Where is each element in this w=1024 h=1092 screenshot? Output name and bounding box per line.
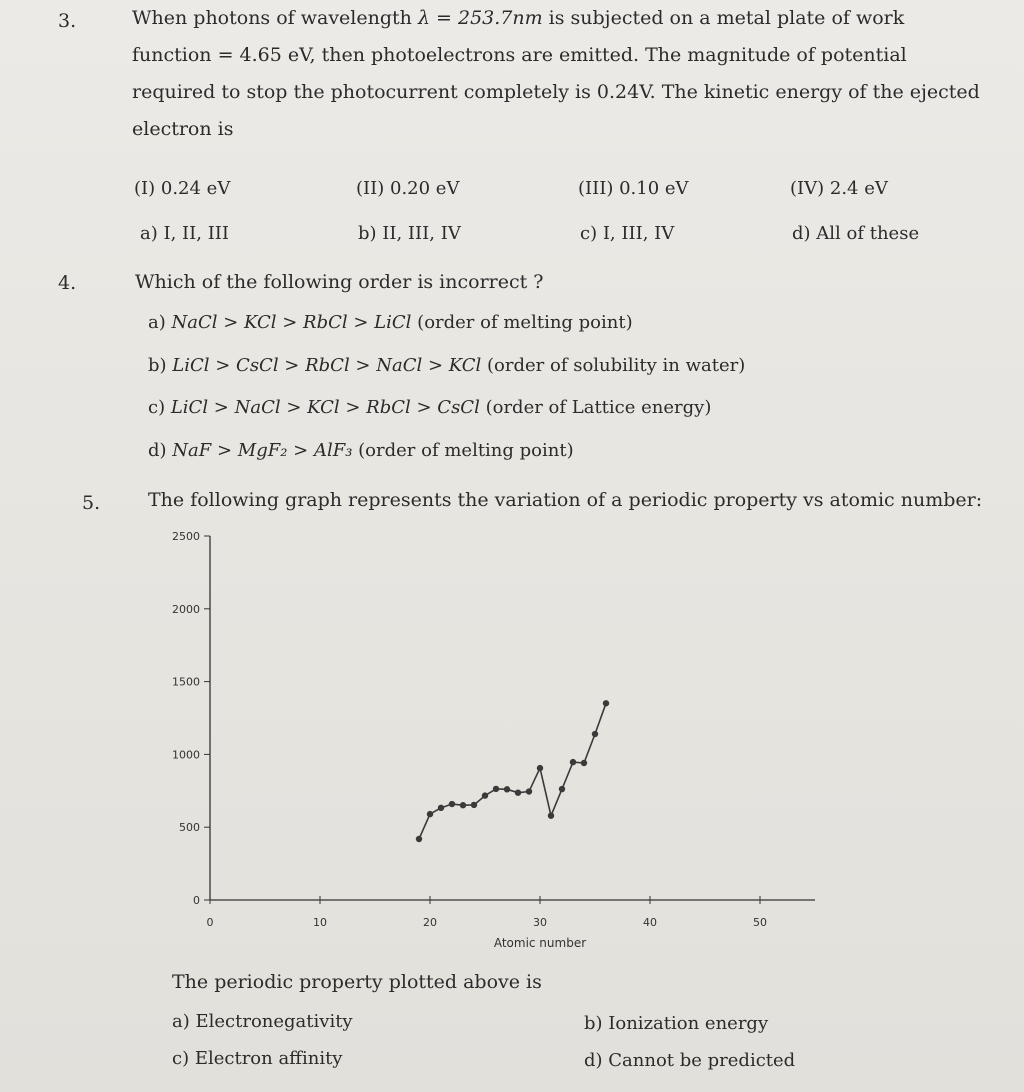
q3-line1-b: is subjected on a metal plate of work	[542, 7, 905, 29]
q4-option-c[interactable]	[148, 397, 711, 418]
question-3-number: 3.	[58, 10, 77, 32]
question-5-prompt: The periodic property plotted above is	[172, 971, 542, 993]
y-tick-label: 2000	[172, 602, 200, 616]
chart-svg	[140, 520, 840, 960]
y-tick-label: 500	[179, 821, 200, 835]
y-tick-label: 0	[193, 894, 200, 907]
question-4-number: 4.	[58, 272, 77, 294]
question-5-text: The following graph represents the variation of a periodic property vs atomic number:	[148, 489, 983, 511]
q3-option-d[interactable]: d) All of these	[792, 223, 920, 244]
question-5-number: 5.	[82, 492, 101, 514]
y-tick-label: 1000	[172, 748, 200, 762]
question-3-line-1	[132, 0, 1012, 37]
question-3-line-2: function = 4.65 eV, then photoelectrons are emitted. The magnitude of potential	[132, 44, 907, 66]
data-point	[438, 805, 444, 811]
atomic-number-chart	[140, 520, 840, 960]
q4-option-a[interactable]	[148, 312, 633, 333]
q4-option-c-label: c)	[148, 397, 166, 418]
data-point	[416, 836, 422, 842]
data-point	[504, 786, 510, 792]
chart-series	[416, 700, 609, 842]
q4-option-a-label: a)	[148, 312, 166, 333]
q4-option-b-formula: LiCl > CsCl > RbCl > NaCl > KCl	[172, 355, 482, 376]
q5-option-b[interactable]: b) Ionization energy	[584, 1013, 769, 1034]
data-point	[548, 812, 554, 818]
data-point	[603, 700, 609, 706]
q3-option-c[interactable]: c) I, III, IV	[580, 223, 675, 244]
data-point	[592, 731, 598, 737]
x-tick-label: 10	[313, 916, 327, 929]
q3-line1-a: When photons of wavelength	[132, 7, 418, 29]
x-tick-label: 50	[753, 916, 767, 929]
data-point	[427, 811, 433, 817]
q4-option-a-note: (order of melting point)	[417, 312, 633, 333]
data-point	[515, 789, 521, 795]
q4-option-c-formula: LiCl > NaCl > KCl > RbCl > CsCl	[170, 397, 480, 418]
q4-option-d[interactable]	[148, 440, 574, 461]
y-tick-label: 1500	[172, 675, 200, 689]
x-tick-label: 0	[206, 916, 214, 929]
question-4-text: Which of the following order is incorrect ?	[135, 271, 544, 293]
y-tick-label: 2500	[172, 530, 200, 543]
x-tick-label: 40	[643, 916, 657, 929]
data-point	[471, 802, 477, 808]
q4-option-d-note: (order of melting point)	[358, 440, 574, 461]
question-3-line-4: electron is	[132, 118, 234, 140]
q4-option-b[interactable]	[148, 355, 745, 376]
q3-option-b[interactable]: b) II, III, IV	[358, 223, 461, 244]
q4-option-d-formula: NaF > MgF₂ > AlF₃	[172, 440, 353, 461]
data-point	[460, 802, 466, 808]
q4-option-a-formula: NaCl > KCl > RbCl > LiCl	[171, 312, 412, 333]
x-tick-label: 30	[533, 916, 547, 929]
data-point	[482, 792, 488, 798]
x-axis-label: Atomic number	[493, 936, 587, 950]
data-point	[559, 786, 565, 792]
q3-choice-1: (I) 0.24 eV	[134, 178, 231, 199]
q3-choice-4: (IV) 2.4 eV	[790, 178, 888, 199]
question-3-line-3: required to stop the photocurrent completely is 0.24V. The kinetic energy of the ejected	[132, 81, 980, 103]
q3-choice-2: (II) 0.20 eV	[356, 178, 460, 199]
q4-option-c-note: (order of Lattice energy)	[485, 397, 712, 418]
q5-option-d[interactable]: d) Cannot be predicted	[584, 1050, 796, 1071]
series-line	[419, 703, 606, 839]
q3-choice-3: (III) 0.10 eV	[578, 178, 689, 199]
q3-lambda: λ = 253.7nm	[417, 7, 543, 29]
data-point	[449, 801, 455, 807]
chart-axes	[210, 536, 815, 900]
chart-ticks	[172, 530, 767, 929]
data-point	[537, 765, 543, 771]
question-3-text	[132, 0, 1012, 148]
data-point	[570, 759, 576, 765]
data-point	[493, 786, 499, 792]
q4-option-d-label: d)	[148, 440, 167, 461]
q3-option-a[interactable]: a) I, II, III	[140, 223, 230, 244]
data-point	[526, 788, 532, 794]
q4-option-b-label: b)	[148, 355, 167, 376]
q5-option-c[interactable]: c) Electron affinity	[172, 1048, 343, 1069]
x-tick-label: 20	[423, 916, 437, 929]
q4-option-b-note: (order of solubility in water)	[487, 355, 746, 376]
q5-option-a[interactable]: a) Electronegativity	[172, 1011, 353, 1032]
data-point	[581, 760, 587, 766]
